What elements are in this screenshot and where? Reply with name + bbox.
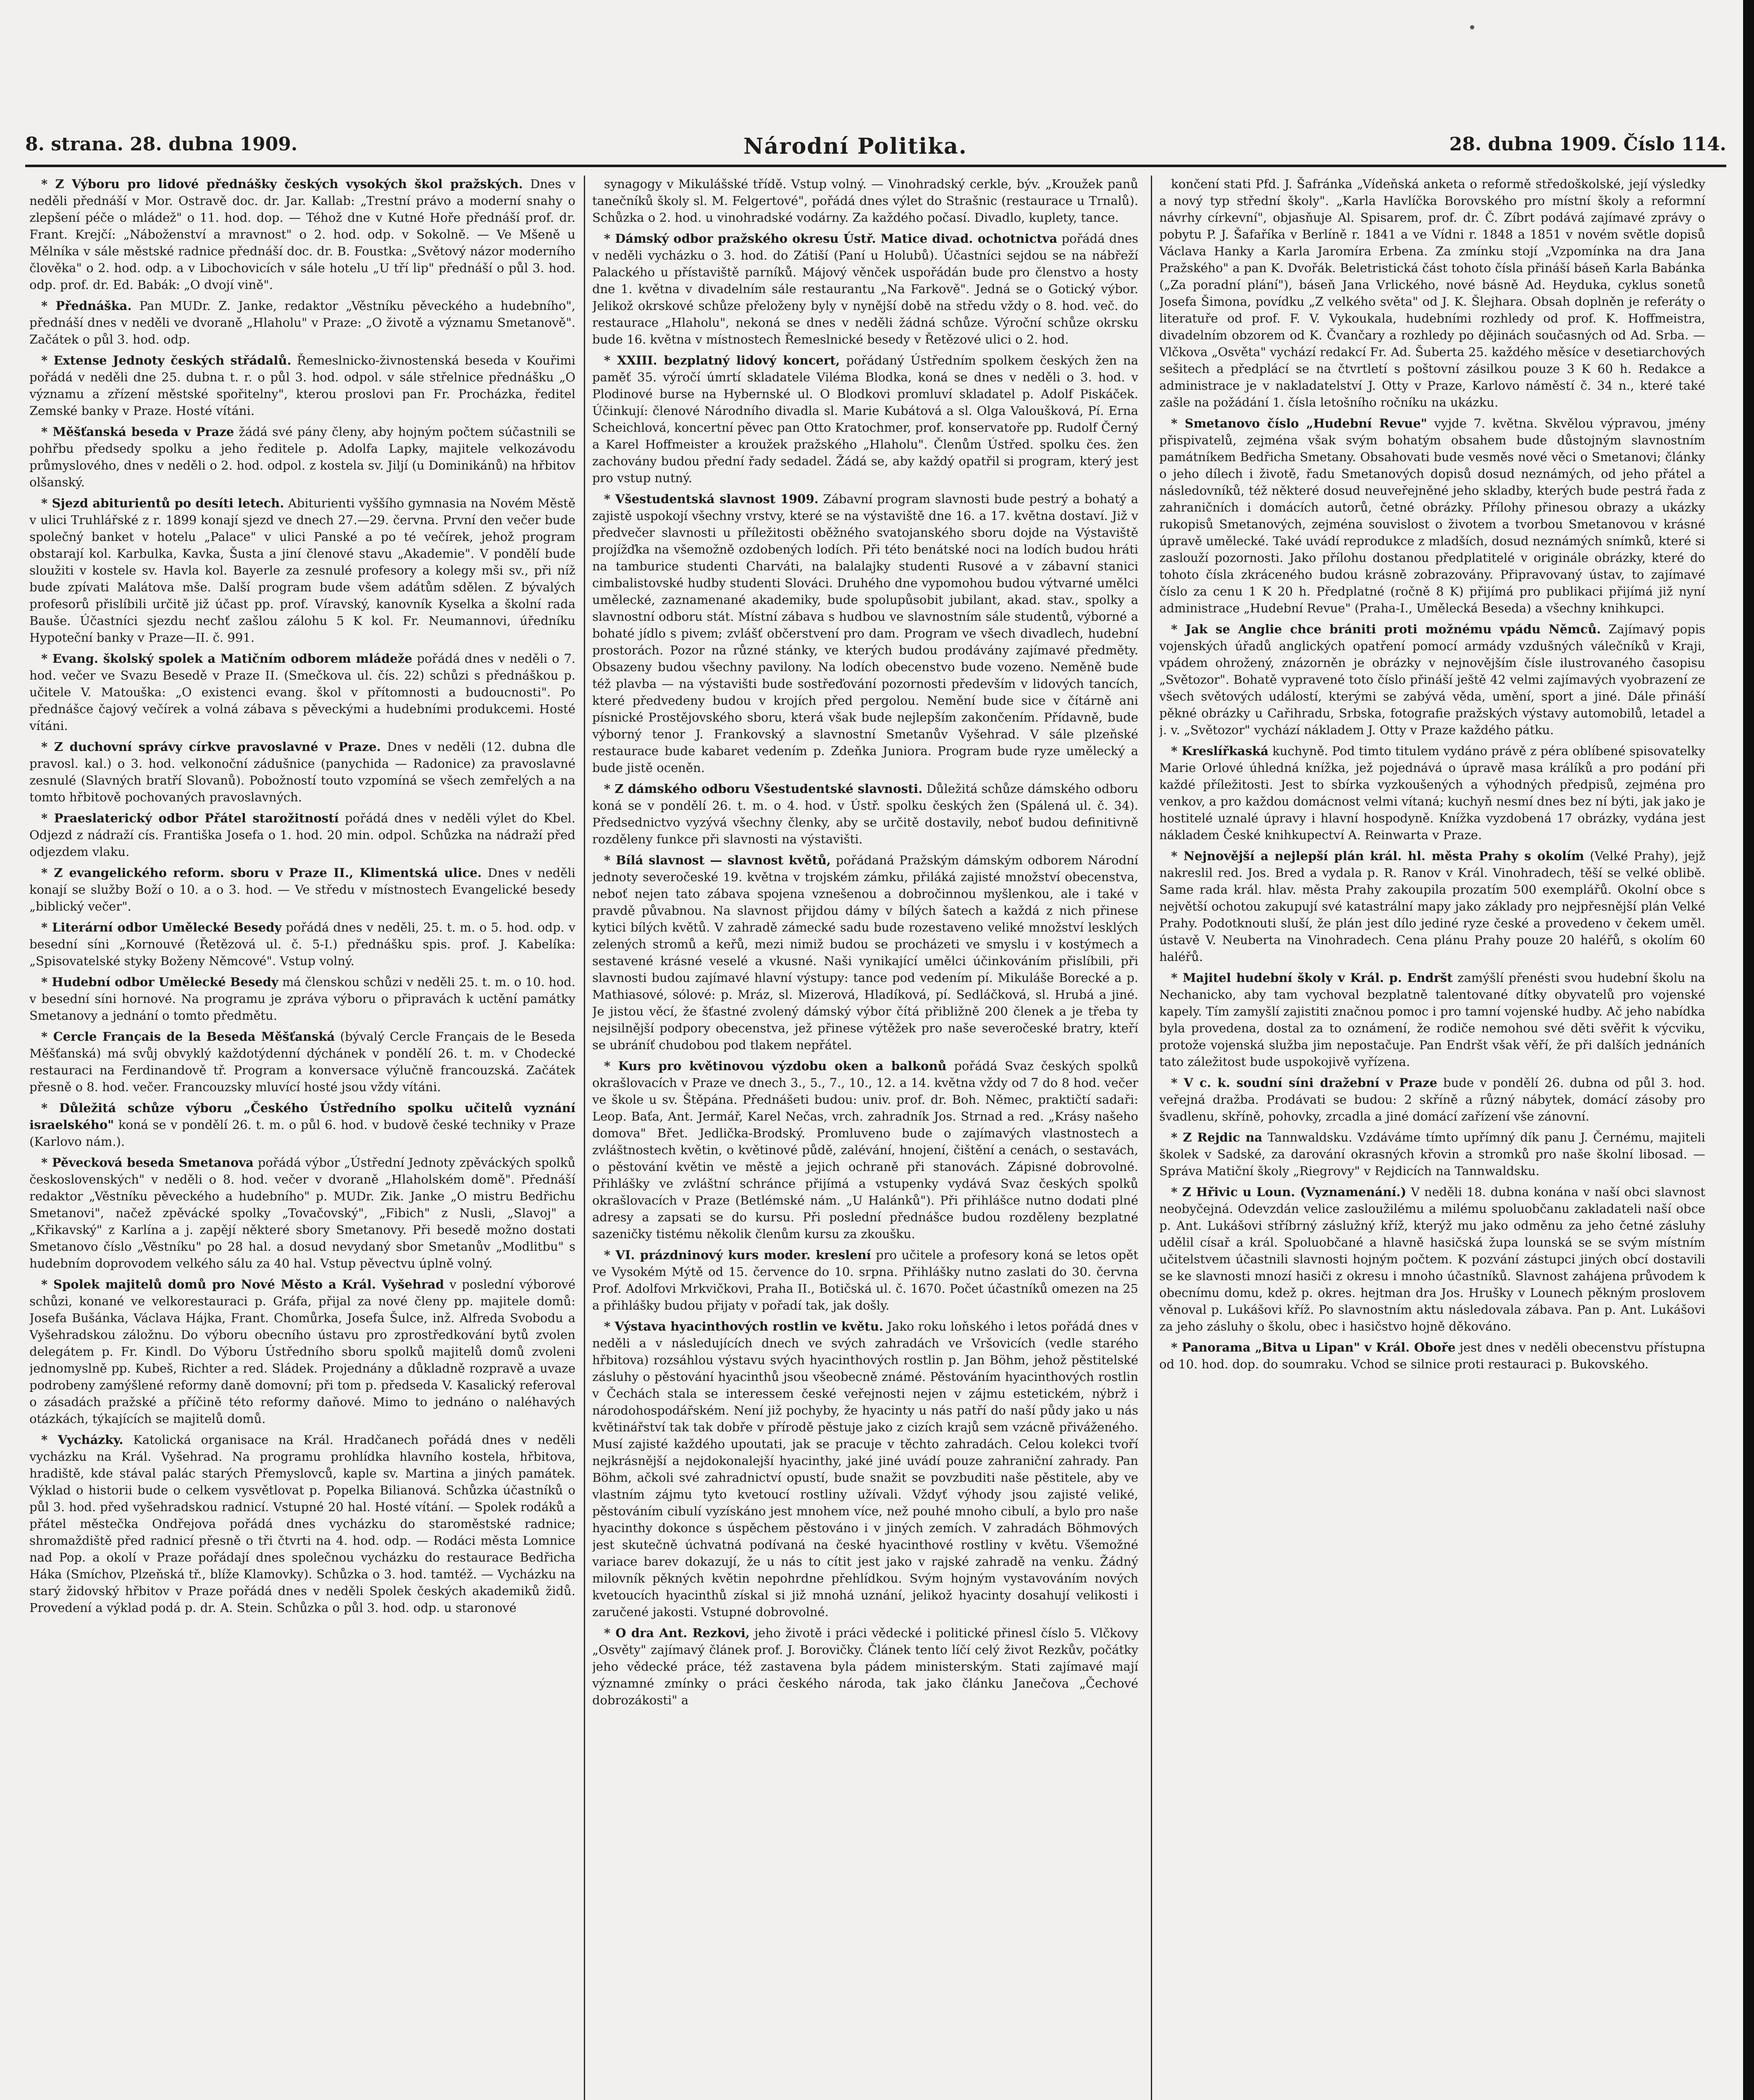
article-heading: * Z Výboru pro lidové přednášky českých vysokých škol pražských. xyxy=(41,177,523,191)
article-body: pořádá dnes v neděli vycházku o 3. hod. do Zátiší (Paní u Holubů). Účastníci sejdou se na nábřeží Palackého u přístaviště parníků. Májový věnček uspořádán bude pro členstvo a hosty dne 1. května v divadelním sále restaurantu „Na Farkově". Jedná se o Gotický výbor. Jelikož okrskové schůze přeloženy byly v nynější době na středu vždy o 8. hod. več. do restaurace „Hlaholu", nekoná se dnes v neděli žádná schůze. Výroční schůze okrsku bude 16. května v místnostech Řemeslnické besedy v Řetězové ulici o 2. hod. xyxy=(592,231,1138,346)
article-paragraph xyxy=(1159,1339,1705,1373)
article-paragraph xyxy=(29,176,575,293)
article-heading: * Z Rejdic na xyxy=(1171,1130,1263,1144)
article-paragraph xyxy=(29,1154,575,1272)
article-paragraph xyxy=(29,1100,575,1150)
article-body: kuchyně. Pod timto titulem vydáno právě z péra oblíbené spisovatelky Marie Orlové úhledná knížka, jež pojednává o úpravě masa králíků a pro podání při každé příležitosti. Jest to sbírka vyzkoušených a výhodných předpisů, zejména pro venkov, a pro každou domácnost velmi vítaná; kuchyň nesmí dnes bez ní býti, jak jako je hostitelé uznalé úpravy i hlavní hospodyně. Knížka vyzdobená 17 obrázky, vydána jest nákladem České knihkupectví A. Reinwarta v Praze. xyxy=(1159,744,1705,842)
article-paragraph xyxy=(592,1625,1138,1709)
article-body: Abiturienti vyššího gymnasia na Novém Městě v ulici Truhlářské z r. 1899 konají sjezd ve dnech 27.—29. června. První den večer bude společný banket v hotelu „Palace" v ulici Panské a po té večírek, jehož program obstarají kol. Karbulka, Kavka, Šusta a jiní členové stavu „Akademie". V pondělí bude sloužiti v kostele sv. Havla kol. Bayerle za zesnulé profesory a kolegy mši sv., při níž bude zpívati Malátova mše. Další program bude všem adátům sdělen. Z bývalých profesorů přislíbili určitě již účast pp. prof. Víravský, kanovník Kyselka a školní rada Bauše. Účastníci sjezdu nechť zašlou zálohu 5 K kol. Fr. Neumannovi, úředníku Hypoteční banky v Praze—II. č. 991. xyxy=(29,496,575,645)
article-body: Řemeslnicko-živnostenská beseda v Kouřimi pořádá v neděli dne 25. dubna t. r. o půl 3. hod. odpol. v sále střelnice přednášku „O významu a zřízení městské spořitelny", kterou proslovi pan Fr. Procházka, ředitel Zemské banky v Praze. Hosté vítáni. xyxy=(29,353,575,418)
article-heading: * Extense Jednoty českých střádalů. xyxy=(41,353,291,368)
article-heading: * VI. prázdninový kurs moder. kreslení xyxy=(604,1248,871,1262)
article-heading: * Praeslaterický odbor Přátel starožitností xyxy=(41,811,339,825)
article-heading: * V c. k. soudní síni dražební v Praze xyxy=(1171,1076,1437,1090)
masthead-title: Národní Politika. xyxy=(743,134,967,159)
article-heading: * Pěvecková beseda Smetanova xyxy=(41,1155,254,1170)
article-heading: * Z dámského odboru Všestudentské slavnosti. xyxy=(604,782,923,796)
article-body: Zábavní program slavnosti bude pestrý a bohatý a zajistě uspokojí všechny vrstvy, které se na výstaviště dne 16. a 17. května dostaví. Již v předvečer slavnosti u příležitosti oběžného svatojanského sboru dojde na Výstaviště projížďka na všemožně ozdobených lodích. Při této benátské noci na lodích budou hráti na tamburice studenti Charváti, na balalajky studenti Rusové a v zábavní stanici cimbalistovské hudby studenti Slováci. Druhého dne vypomohou budou výtvarné umělci umělecké, zaznamenané akademiky, bude spolupůsobit jubilant, akad. stav., spolky a slavnostní odboru stát. Místní zábava s hudbou ve slavnostním sále studentů, výborné a bohaté jídlo s pivem; zvlášť občerstvení pro dam. Program ve všech divadlech, hudební prostorách. Pozor na různé stánky, ve kterých budou prodávány zajímavé předměty. Obsazeny budou všechny pavilony. Na lodích obecenstvo bude vozeno. Neměně bude též plavba — na výstavišti bude sostřeďování pozornosti především v lidových tancích, které předvedeny budou v krojích před pergolou. Nemění bude sice v čítárně ani písnické Prostějovského sboru, která však bude nejlepším zakončením. Přídavně, bude výborný tenor J. Frankovský a slavnostní Smetanův Vyšehrad. V sále plzeňské restaurace bude kabaret vedením p. Zdeňka Juniora. Program bude ryze umělecký a bude jistě oceněn. xyxy=(592,492,1138,775)
article-heading: * Z duchovní správy církve pravoslavné v Praze. xyxy=(41,740,381,754)
article-paragraph xyxy=(592,1058,1138,1242)
article-body: Dnes v neděli (12. dubna dle pravosl. kal.) o 3. hod. velkonoční zádušnice (panychida — Radonice) za pravoslavné zesnulé (Slavných bratří Slovanů). Pobožností touto vzpomíná se všech zemřelých a na tomto hřbitově pochovaných pravoslavných. xyxy=(29,740,575,804)
article-paragraph xyxy=(592,176,1138,226)
article-heading: * Přednáška. xyxy=(41,299,132,313)
article-body: pořádá dnes v neděli, 25. t. m. o 5. hod. odp. v besední síni „Kornouvé (Řetězová ul. č. 5-I.) přednášku spis. prof. J. Kabelíka: „Spisovatelské styky Boženy Němcové". Vstup volný. xyxy=(29,920,575,968)
article-body: Důležitá schůze dámského odboru koná se v pondělí 26. t. m. o 4. hod. v Ústř. spolku českých žen (Spálená ul. č. 34). Předsednictvo vyzývá všechny členky, aby se určitě dostavily, neboť budou definitivně rozděleny funkce při slavnosti na výstavišti. xyxy=(592,782,1138,846)
article-paragraph xyxy=(592,852,1138,1053)
article-body: (bývalý Cercle Français de le Beseda Měšťanská) má svůj obvyklý každotýdenní dýchánek v pondělí 26. t. m. v Chodecké restauraci na Ferdinandově tř. Program a konversace výlučně francouzská. Začátek přesně o 8. hod. večer. Francouzsky mluvící hosté jsou vždy vítáni. xyxy=(29,1029,575,1094)
article-paragraph xyxy=(1159,1129,1705,1179)
article-paragraph xyxy=(1159,1074,1705,1125)
article-paragraph xyxy=(1159,621,1705,738)
article-heading: * Kreslířkaská xyxy=(1171,744,1269,758)
article-body: pořádá dnes v neděli o 7. hod. večer ve Svazu Besedě v Praze II. (Smečkova ul. čís. 22) schůzi s přednáškou p. učitele V. Matouška: „O existenci evang. škol v přítomnosti a budoucnosti". Po přednášce čajový večírek a volná zábava s pěveckými a hudebními produkcemi. Hosté vítáni. xyxy=(29,651,575,733)
article-paragraph xyxy=(29,919,575,969)
article-heading: * Smetanovo číslo „Hudební Revue" xyxy=(1171,416,1427,430)
article-paragraph xyxy=(1159,969,1705,1070)
dust-mark xyxy=(1470,25,1474,29)
article-heading: * Důležitá schůze výboru „Českého Ústředního spolku učitelů vyznání israelského" xyxy=(29,1101,575,1132)
article-body: Pan MUDr. Z. Janke, redaktor „Věstníku pěveckého a hudebního", přednáší dnes v neděli ve dvoraně „Hlaholu" v Praze: „O životě a významu Smetanově". Začátek o půl 3. hod. odp. xyxy=(29,299,575,346)
article-heading: * Dámský odbor pražského okresu Ústř. Matice divad. ochotnictva xyxy=(604,231,1058,246)
article-body: v poslední výborové schůzi, konané ve velkorestauraci p. Gráfa, přijal za nové členy pp. majitele domů: Josefa Bušánka, Václava Hájka, Frant. Chomůrka, Josefa Šulce, inž. Alfreda Svobodu a Vyšehradskou záložnu. Do výboru obecního ústavu pro zprostředkování bytů zvolen delegátem p. Fr. Kindl. Do Výboru Ústředního sboru spolků majitelů domů zvoleni jednomyslně pp. Kubeš, Richter a red. Sládek. Projednány a důkladně rozpravě a uvaze podrobeny zamýšlené reformy daně domovní; při tom p. předseda V. Kasalický referoval o zásadách pražské a příčině této reformy daňové. Mimo to jednáno o naléhavých otázkách, týkajících se majitelů domů. xyxy=(29,1277,575,1426)
article-heading: * Z Hřivic u Loun. (Vyznamenání.) xyxy=(1171,1185,1407,1199)
article-paragraph xyxy=(29,864,575,915)
column-divider xyxy=(584,176,585,2100)
article-heading: * Spolek majitelů domů pro Nové Město a Král. Vyšehrad xyxy=(41,1277,444,1292)
article-body: synagogy v Mikulášské třídě. Vstup volný. — Vinohradský cerkle, býv. „Kroužek panů tanečníků školy sl. M. Felgertové", pořádá dnes výlet do Strašnic (restaurace u Trnalů). Schůzka o 2. hod. u vinohradské vodárny. Za každého počasí. Divadlo, kuplety, tance. xyxy=(592,177,1138,225)
article-body: Dnes v neděli přednáší v Mor. Ostravě doc. dr. Jar. Kallab: „Trestní právo a moderní snahy o zlepšení péče o mládež" o 11. hod. dop. — Téhož dne v Kutné Hoře přednáší prof. dr. Frant. Krejčí: „Náboženství a mravnost" o 2. hod. odp. v Sokolně. — Ve Mšeně u Mělníka v sále městské radnice přednáší doc. dr. B. Foustka: „Světový názor moderního člověka" o 2. hod. odp. a v Libochovicích v sále hotelu „U tří lip" přednáší o půl 3. hod. odp. prof. dr. Ed. Babák: „O dvojí vině". xyxy=(29,177,575,292)
article-heading: * Sjezd abiturientů po desíti letech. xyxy=(41,496,284,510)
article-body: Jako roku loňského i letos pořádá dnes v neděli a v následujících dnech ve svých zahradách ve Vršovicích (vedle starého hřbitova) rozsáhlou výstavu svých hyacinthových rostlin p. Jan Böhm, jehož pěstitelské zásluhy o pěstování hyacinthů jsou všeobecně známé. Pěstováním hyacinthových rostlin v Čechách stala se interessem české veřejnosti nejen v zájmu estetickém, nýbrž i národohospodářském. Není již pochyby, že hyacinty u nás patří do naší půdy jako u nás květinářství tak tak dobře v přírodě pěstuje jako z cizích krajů sem vzácně přiváženého. Musí zajisté každého upoutati, jak se pracuje v těchto zahradách. Celou kolekci tvoří nejkrásnější a nejdokonalejší hyacinthy, jaké jiné uvádí pouze zahraniční zahrady. Pan Böhm, ačkoli své zahradnictví opustí, bude snažit se povzbuditi naše pěstitele, aby ve vlastním zájmu tyto kvetoucí rostliny užívali. Vždyť výhody jsou zajisté veliké, pěstováním cibulí vyzískáno jest mnohem více, než pouhé mnoho cibulí, a bylo pro naše hyacinthy dokonce s úspěchem pěstováno i v jiných zemích. V zahradách Böhmových jest skutečně úchvatná podívaná na české hyacinthové rostliny v květu. Všemožné variace barev dokazují, že u nás to cítit jest jako v rajské zahradě na venku. Žádný milovník pěkných květin nepohrdne přehlídkou. Svým hojným vystavováním nových kvetoucích hyacinthů získal si již mnohá uznání, jelikož hyacinty dosahují velikosti i zaručené jakosti. Vstupné dobrovolné. xyxy=(592,1319,1138,1619)
article-body: zamýšlí přenésti svou hudební školu na Nechanicko, aby tam vychoval bezplatně talentované dítky obyvatelů pro vojenské kapely. Tím zamyšlí zajistiti značnou pomoc i pro tamní vojenské hudby. Ač jeho nabídka byla provedena, dostal za to oznámení, že rodiče nemohou své děti svěřit k výcviku, protože vojenská služba jim nepostačuje. Pan Endršt však věří, že při dalších jednáních tato záležitost bude uspokojivě vyřízena. xyxy=(1159,971,1705,1069)
article-body: pořádá výbor „Ústřední Jednoty zpěváckých spolků československých" v neděli o 8. hod. večer v dvoraně „Hlaholském domě". Přednáší redaktor „Věstníku pěveckého a hudebního" p. MUDr. Zik. Janke „O mistru Bedřichu Smetanovi", načež zpěvácké spolky „Tovačovský", „Fibich" z Nusli, „Slavoj" a „Křikavský" z Karlína a j. zapějí některé sbory Smetanovy. Při besedě možno dostati Smetanovo číslo „Věstníku" po 28 hal. a dosud nevydaný sbor Smetanův „Modlitbu" s hudebním doprovodem velkého sálu za 40 hal. Vstup pěvectvu úplně volný. xyxy=(29,1155,575,1270)
article-paragraph xyxy=(29,738,575,806)
article-body: pořádá Svaz českých spolků okrašlovacích v Praze ve dnech 3., 5., 7., 10., 12. a 14. května vždy od 7 do 8 hod. večer ve škole u sv. Štěpána. Přednášeti budou: univ. prof. dr. Boh. Němec, praktičtí sadaři: Leop. Baťa, Ant. Jermář, Karel Nečas, vrch. zahradník Jos. Strnad a red. „Krásy našeho domova" Břet. Jedlička-Brodský. Promluveno bude o zajímavých vlastnostech a zvláštnostech květin, o květinové půdě, zalévání, hnojení, čištění a cenách, o sestavách, o pěstování květin ve městě a jejich ochraně při stanovách. Zápisné dobrovolné. Přihlášky ve zvláštní schránce přijímá a vstupenky vydává Svaz českých spolků okrašlovacích v Praze (Betlémské nám. „U Halánků"). Při přihlášce nutno dodati plné adresy a zapsati se do kursu. Při poslední přednášce budou rozděleny bezplatné sazeničky tistému několik členům kursu za zkoušku. xyxy=(592,1059,1138,1241)
article-paragraph xyxy=(592,780,1138,848)
article-heading: * Hudební odbor Umělecké Besedy xyxy=(41,975,278,989)
article-body: Katolická organisace na Král. Hradčanech pořádá dnes v neděli vycházku na Král. Vyšehrad. Na programu prohlídka hlavního kostela, hřbitova, hradiště, kde stával palác starých Přemyslovců, kaple sv. Martina a jiných památek. Výklad o historii bude o celkem vysvětlovat p. Popelka Bilianová. Schůzka účastníků o půl 3. hod. před vyšehradskou radnicí. Vstupné 20 hal. Hosté vítání. — Spolek rodáků a přátel městečka Ondřejova pořádá dnes vycházku do staroměstské radnice; shromaždiště před radnicí přesně o tři čtvrti na 4. hod. odp. — Rodáci města Lomnice nad Pop. a okolí v Praze pořádají dnes společnou vycházku do restaurace Bedřicha Háka (Smíchov, Plzeňská tř., blíže Klamovky). Schůzka o 3. hod. tamtéž. — Vycházku na starý židovský hřbitov v Praze pořádá dnes v neděli Spolek českých akademiků židů. Provedení a výklad podá p. dr. A. Stein. Schůzka o půl 3. hod. odp. u staronové xyxy=(29,1433,575,1615)
header-rule xyxy=(25,165,1726,167)
article-paragraph xyxy=(29,1431,575,1616)
article-paragraph xyxy=(29,810,575,860)
article-paragraph xyxy=(592,1247,1138,1314)
text-column-2 xyxy=(592,176,1138,2100)
article-heading: * Majitel hudební školy v Král. p. Endršt xyxy=(1171,971,1453,985)
article-paragraph xyxy=(29,650,575,734)
article-paragraph xyxy=(592,491,1138,776)
article-heading: * Cercle Français de la Beseda Měšťanská xyxy=(41,1029,335,1044)
article-heading: * Kurs pro květinovou výzdobu oken a balkonů xyxy=(604,1059,947,1073)
text-column-3 xyxy=(1159,176,1705,2100)
article-heading: * O dra Ant. Rezkovi, xyxy=(604,1626,750,1640)
issue-date-number: 28. dubna 1909. Číslo 114. xyxy=(1449,134,1726,155)
text-column-1 xyxy=(29,176,575,2100)
page-number-date: 8. strana. 28. dubna 1909. xyxy=(25,134,298,155)
article-heading: * Literární odbor Umělecké Besedy xyxy=(41,920,282,934)
article-paragraph xyxy=(1159,743,1705,843)
article-body: má členskou schůzi v neděli 25. t. m. o 10. hod. v besední síni hornové. Na programu je zpráva výboru o připravách k uctění památky Smetanovy a jednání o tomto předmětu. xyxy=(29,975,575,1023)
article-paragraph xyxy=(29,423,575,491)
article-body: jeho životě i práci vědecké i politické přinesl číslo 5. Vlčkovy „Osvěty" zajímavý článek prof. J. Borovičky. Článek tento líčí celý život Rezkův, počátky jeho vědecké práce, též zastavena byla pádem ministerským. Stati zajímavé mají významné zmínky o práci českého národa, tak jako článku Janečova „Čechové dobrozákosti" a xyxy=(592,1626,1138,1707)
article-body: Dnes v neděli konají se služby Boží o 10. a o 3. hod. — Ve středu v místnostech Evangelické besedy „biblický večer". xyxy=(29,866,575,914)
scan-edge xyxy=(1743,0,1754,2100)
article-heading: * Jak se Anglie chce brániti proti možnému vpádu Němců. xyxy=(1171,622,1601,636)
article-heading: * XXIII. bezplatný lidový koncert, xyxy=(604,353,840,368)
article-body: (Velké Prahy), jejž nakreslil red. Jos. Bred a vydala p. R. Ranov v Král. Vinohradech, těší se velké oblibě. Same rada král. hlav. města Prahy zakoupila prozatím 500 exemplářů. Okolní obce s největší ochotou zakupují své katastrální mapy jako základy pro nejpřesnější plán Velké Prahy. Podotknouti sluší, že plán jest dílo jediné ryze české a provedeno v čekem uměl. ústavě V. Neuberta na Vinohradech. Cena plánu Prahy pouze 20 haléřů, s okolím 60 haléřů. xyxy=(1159,849,1705,964)
article-body: pořádaný Ústředním spolkem českých žen na paměť 35. výročí úmrtí skladatele Viléma Blodka, koná se dnes v neděli o 3. hod. v Plodinové burse na Hybernské ul. O Blodkovi promluví skladatel p. Adolf Piskáček. Účinkují: členové Národního divadla sl. Marie Kubátová a sl. Olga Valoušková, Pí. Erna Scheichlová, koncertní pěvec pan Otto Kratochmer, prof. konservatoře pp. Rudolf Černý a Karel Hoffmeister a kroužek pražského „Hlaholu". Členům Ústřed. spolku čes. žen zachovány budou přední řady sedadel. Žádá se, aby každý opatřil si program, který jest pro vstup nutný. xyxy=(592,353,1138,485)
article-heading: * Z evangelického reform. sboru v Praze II., Klimentská ulice. xyxy=(41,866,482,880)
column-divider xyxy=(1151,176,1152,2100)
page-header xyxy=(25,134,1726,163)
article-body: V neděli 18. dubna konána v naší obci slavnost neobyčejná. Odevzdán velice zasloužilému a milému spoluobčanu zakladateli naší obce p. Ant. Lukášovi stříbrný záslužný kříž, kterýž mu jako odměnu za jeho četné zásluhy udělil císař a král. Spoluobčané a hlavně hasičská župa lounská se se svým místním učitelstvem účastnili slavnosti hojným počtem. K pozvání zástupci jiných obcí dostavili se ke slavnosti mnozí hasiči z okresu i mnoho účastníků. Slavnost zahájena průvodem k obecnímu domu, kdež p. okres. hejtman dra Jos. Hrušky v Lounech pěkným proslovem věnoval p. Lukášovi kříž. Po slavnostním aktu následovala zábava. Pan p. Ant. Lukášovi za jeho zásluhy o školu, obec i hasičstvo hojně děkováno. xyxy=(1159,1185,1705,1334)
article-body: bude v pondělí 26. dubna od půl 3. hod. veřejná dražba. Prodávati se budou: 2 skříně a různý nábytek, domácí zásoby pro švadlenu, skříně, pohovky, zrcadla a jiné domácí zařízení vše zánovní. xyxy=(1159,1076,1705,1124)
article-heading: * Evang. školský spolek a Matičním odborem mládeže xyxy=(41,651,412,666)
article-body: Zajímavý popis vojenských úřadů anglických opatření pomocí armády vzdušných válečníků v Kraji, vpádem ohrožený, znázorněn je obrázky v nejnovějším čísle ilustrovaného časopisu „Světozor". Bohatě vypravené toto číslo přináší ještě 42 velmi zajímavých vyobrazení ze všech světových událostí, kterými se zabývá věda, umění, sport a jiné. Dále přináší pěkné obrázky u Cařihradu, Srbska, fotografie pražských výstavy automobilů, letadel a j. v. „Světozor" vychází nákladem J. Otty v Praze každého pátku. xyxy=(1159,622,1705,737)
article-paragraph xyxy=(1159,176,1705,411)
article-paragraph xyxy=(1159,1184,1705,1335)
article-heading: * Výstava hyacinthových rostlin ve květu. xyxy=(604,1319,883,1334)
article-heading: * Panorama „Bitva u Lipan" v Král. Oboře xyxy=(1171,1340,1456,1354)
article-heading: * Bílá slavnost — slavnost květů, xyxy=(604,853,831,867)
article-body: žádá své pány členy, aby hojným počtem súčastnili se pohřbu předsedy spolku a jeho ředitele p. Adolfa Lapky, majitele velkozávodu průmyslového, dnes v neděli o 2. hod. odpol. z kostela sv. Jiljí (u Dominikánů) na hřbitov olšanský. xyxy=(29,425,575,489)
article-paragraph xyxy=(29,1028,575,1095)
article-paragraph xyxy=(29,1276,575,1427)
article-paragraph xyxy=(29,297,575,348)
article-heading: * Vycházky. xyxy=(41,1433,123,1447)
article-body: pro učitele a profesory koná se letos opět ve Vysokém Mýtě od 15. července do 10. srpna. Přihlášky nutno zaslati do 30. června Prof. Adolfovi Mrkvičkovi, Praha II., Botičská ul. č. 1670. Počet účastníků omezen na 25 a přihlášky budou přijaty v pořadí tak, jak došly. xyxy=(592,1248,1138,1312)
article-body: končení stati Pfd. J. Šafránka „Vídeňská anketa o reformě středoškolské, její výsledky a nový typ střední školy". „Karla Havlíčka Borovského pro místní školy a reformní návrhy církevní", objasňuje Al. Spisarem, prof. dr. Č. Zíbrt podává zajímavé zprávy o pobytu P. J. Šafaříka v Berlíně r. 1841 a ve Vídni r. 1848 a 1851 v novém světle dopisů Václava Hanky a Karla Jaromíra Erbena. Za zmínku stojí „Vzpomínka na dra Jana Pražského" a pan K. Dvořák. Beletristická část tohoto čísla přináší báseň Karla Babánka („Za poradní plání"), báseň Jana Vrlického, nové básně Ad. Heyduka, cyklus sonetů Josefa Šimona, povídku „Z velkého světa" od J. K. Šlejhara. Obsah doplněn je referáty o literatuře od prof. F. V. Vykoukala, hudebními rozhledy od prof. K. Hoffmeistra, divadelním obzorem od K. Čvančary a rozhledy po dějinách současných od Ad. Srba. — Vlčkova „Osvěta" vychází redakcí Fr. Ad. Šuberta 25. každého měsíce v desetiarchových sešitech a předplácí se na čtvrtletí s poštovní zásilkou pouze 3 K 60 h. Redakce a administrace je v nakladatelství J. Otty v Praze, Karlovo náměstí č. 34 n., které také zašle na požádání 1. čísla letošního ročníku na ukázku. xyxy=(1159,177,1705,410)
article-paragraph xyxy=(29,352,575,419)
article-heading: * Měšťanská beseda v Praze xyxy=(41,425,234,439)
article-body: pořádaná Pražským dámským odborem Národní jednoty severočeské 19. května v trojském zámku, přiláká zajisté množství obecenstva, neboť nejen tato zábava spojena vznešenou a dobročinnou myšlenkou, ale i také v pravdě půvabnou. Na slavnost přijdou dámy v bílých šatech a každá z nich přinese kytici bílých květů. V zahradě zámecké sadu bude rozestaveno veliké množství lesklých zelených stromů a keřů, mezi nimiž budou se procházeti ve smyslu i v kostýmech a sestavené krásné veselé a vkusné. Naši vynikající umělci účinkováním přislíbili, při slavnosti budou zajímavé hlavní výstupy: tance pod vedením pí. Mikuláše Borecké a p. Mathiasové, sólové: p. Mráz, sl. Mizerová, Hladíková, pí. Sedláčková, sl. Hrubá a jiné. Je jistou věcí, že šťastné zvolený dámský výbor čítá přibližně 200 členek a je třeba ty nejsilnější podpory obecenstva, jež přinese výtěžek pro naše severočeské bratry, kteří se ubráníť chudobou pod tlakem nepřátel. xyxy=(592,853,1138,1052)
article-paragraph xyxy=(1159,848,1705,965)
article-paragraph xyxy=(592,230,1138,348)
article-heading: * Všestudentská slavnost 1909. xyxy=(604,492,819,506)
article-paragraph xyxy=(29,495,575,646)
article-paragraph xyxy=(592,1318,1138,1620)
article-body: jest dnes v neděli obecenstvu přístupna od 10. hod. dop. do soumraku. Vchod se silnice proti restauraci p. Bukovského. xyxy=(1159,1340,1705,1371)
article-body: vyjde 7. května. Skvělou výpravou, jmény přispivatelů, zejména však svým bohatým obsahem bude důstojným slavnostním památníkem Bedřicha Smetany. Obsahovati bude vesměs nové věci o Smetanovi; články o jeho dílech i životě, řadu Smetanových dopisů dosud neznámých, od jeho přátel a následovníků, též některé dosud neuveřejněné jeho skladby, kterých bude pestrá řada z zahraničních i domácích autorů, četné obrázky. Přílohy přinesou obrazy a ukázky rukopisů Smetanových, zejména souvislost o životem a tvorbou Smetanovou v krásné úpravě umělecké. Také uvádí reprodukce z mladších, dosud neznámých snímků, které si zaslouží pozornosti. Jako přílohu dostanou předplatitelé v originále obrázky, které do tohoto čísla zkráceného budou krásně zobrazovány. Připravovaný ústav, to zajímavé číslo za cenu 1 K 20 h. Předplatné (ročně 8 K) přijímá pro publikaci přijímá již nyní administrace „Hudební Revue" (Praha-I., Umělecká Beseda) a všechny knihkupci. xyxy=(1159,416,1705,615)
article-paragraph xyxy=(1159,415,1705,617)
article-heading: * Nejnovější a nejlepší plán král. hl. města Prahy s okolím xyxy=(1171,849,1584,863)
article-paragraph xyxy=(29,974,575,1024)
article-body: koná se v pondělí 26. t. m. o půl 6. hod. v budově české techniky v Praze (Karlovo nám.). xyxy=(29,1118,575,1149)
article-body: Tannwaldsku. Vzdáváme tímto upřímný dík panu J. Černému, majiteli školek v Sadské, za darování okrasných křovin a stromků pro naše školní libosad. — Správa Matiční školy „Riegrovy" v Rejdicích na Tannwaldsku. xyxy=(1159,1130,1705,1178)
article-body: pořádá dnes v neděli výlet do Kbel. Odjezd z nádraží cís. Františka Josefa o 1. hod. 20 min. odpol. Schůzka na nádraží před odjezdem vlaku. xyxy=(29,811,575,859)
article-paragraph xyxy=(592,352,1138,486)
